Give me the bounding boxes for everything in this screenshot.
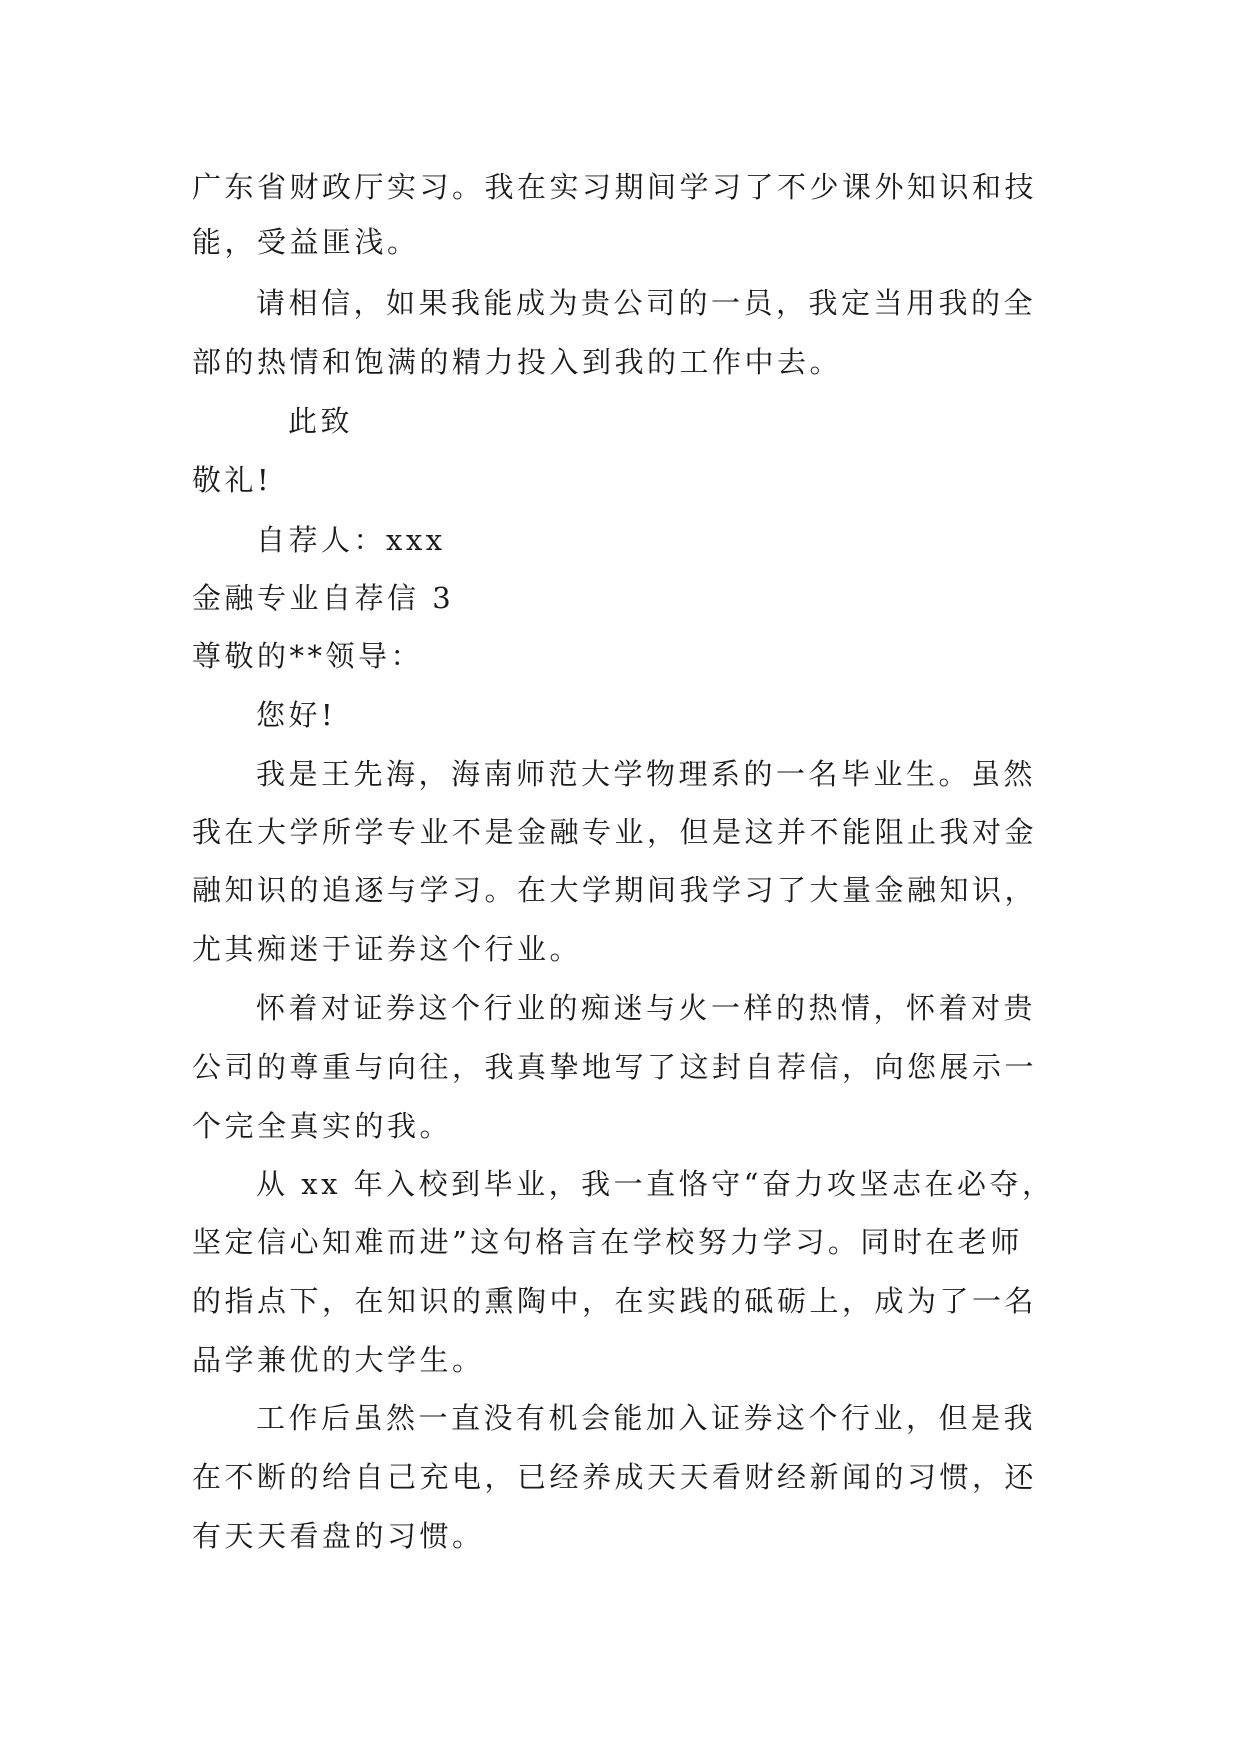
body-text-line: 品学兼优的大学生。: [192, 1343, 485, 1377]
signature-line: 自荐人：xxx: [256, 523, 446, 557]
body-text-line: 怀着对证券这个行业的痴迷与火一样的热情，怀着对贵: [256, 991, 1037, 1025]
body-text-line: 在不断的给自己充电，已经养成天天看财经新闻的习惯，还: [192, 1460, 1038, 1494]
body-text-line: 我是王先海，海南师范大学物理系的一名毕业生。虽然: [256, 757, 1037, 791]
body-text-line: 我在大学所学专业不是金融专业，但是这并不能阻止我对金: [192, 815, 1038, 849]
body-text-line: 个完全真实的我。: [192, 1109, 453, 1143]
greeting-hello: 您好!: [256, 698, 337, 732]
letter-heading: 金融专业自荐信 3: [192, 581, 455, 615]
body-text-line: 部的热情和饱满的精力投入到我的工作中去。: [192, 345, 843, 379]
body-text-line: 广东省财政厅实习。我在实习期间学习了不少课外知识和技: [192, 170, 1038, 204]
body-text-line: 公司的尊重与向往，我真挚地写了这封自荐信，向您展示一: [192, 1050, 1038, 1084]
body-text-line: 坚定信心知难而进”这句格言在学校努力学习。同时在老师: [192, 1225, 1023, 1259]
body-text-line: 能，受益匪浅。: [192, 225, 420, 259]
closing-salutation: 此致: [288, 404, 354, 438]
body-text-line: 尤其痴迷于证券这个行业。: [192, 932, 583, 966]
body-text-line: 有天天看盘的习惯。: [192, 1519, 485, 1553]
body-text-line: 请相信，如果我能成为贵公司的一员，我定当用我的全: [256, 286, 1037, 320]
body-text-line: 的指点下，在知识的熏陶中，在实践的砥砺上，成为了一名: [192, 1284, 1038, 1318]
body-text-line: 从 xx 年入校到毕业，我一直恪守“奋力攻坚志在必夺，: [256, 1167, 1055, 1201]
body-text-line: 融知识的追逐与学习。在大学期间我学习了大量金融知识，: [192, 873, 1038, 907]
closing-regards: 敬礼!: [192, 463, 273, 497]
body-text-line: 工作后虽然一直没有机会能加入证券这个行业，但是我: [256, 1401, 1037, 1435]
greeting-line: 尊敬的**领导：: [192, 639, 424, 673]
